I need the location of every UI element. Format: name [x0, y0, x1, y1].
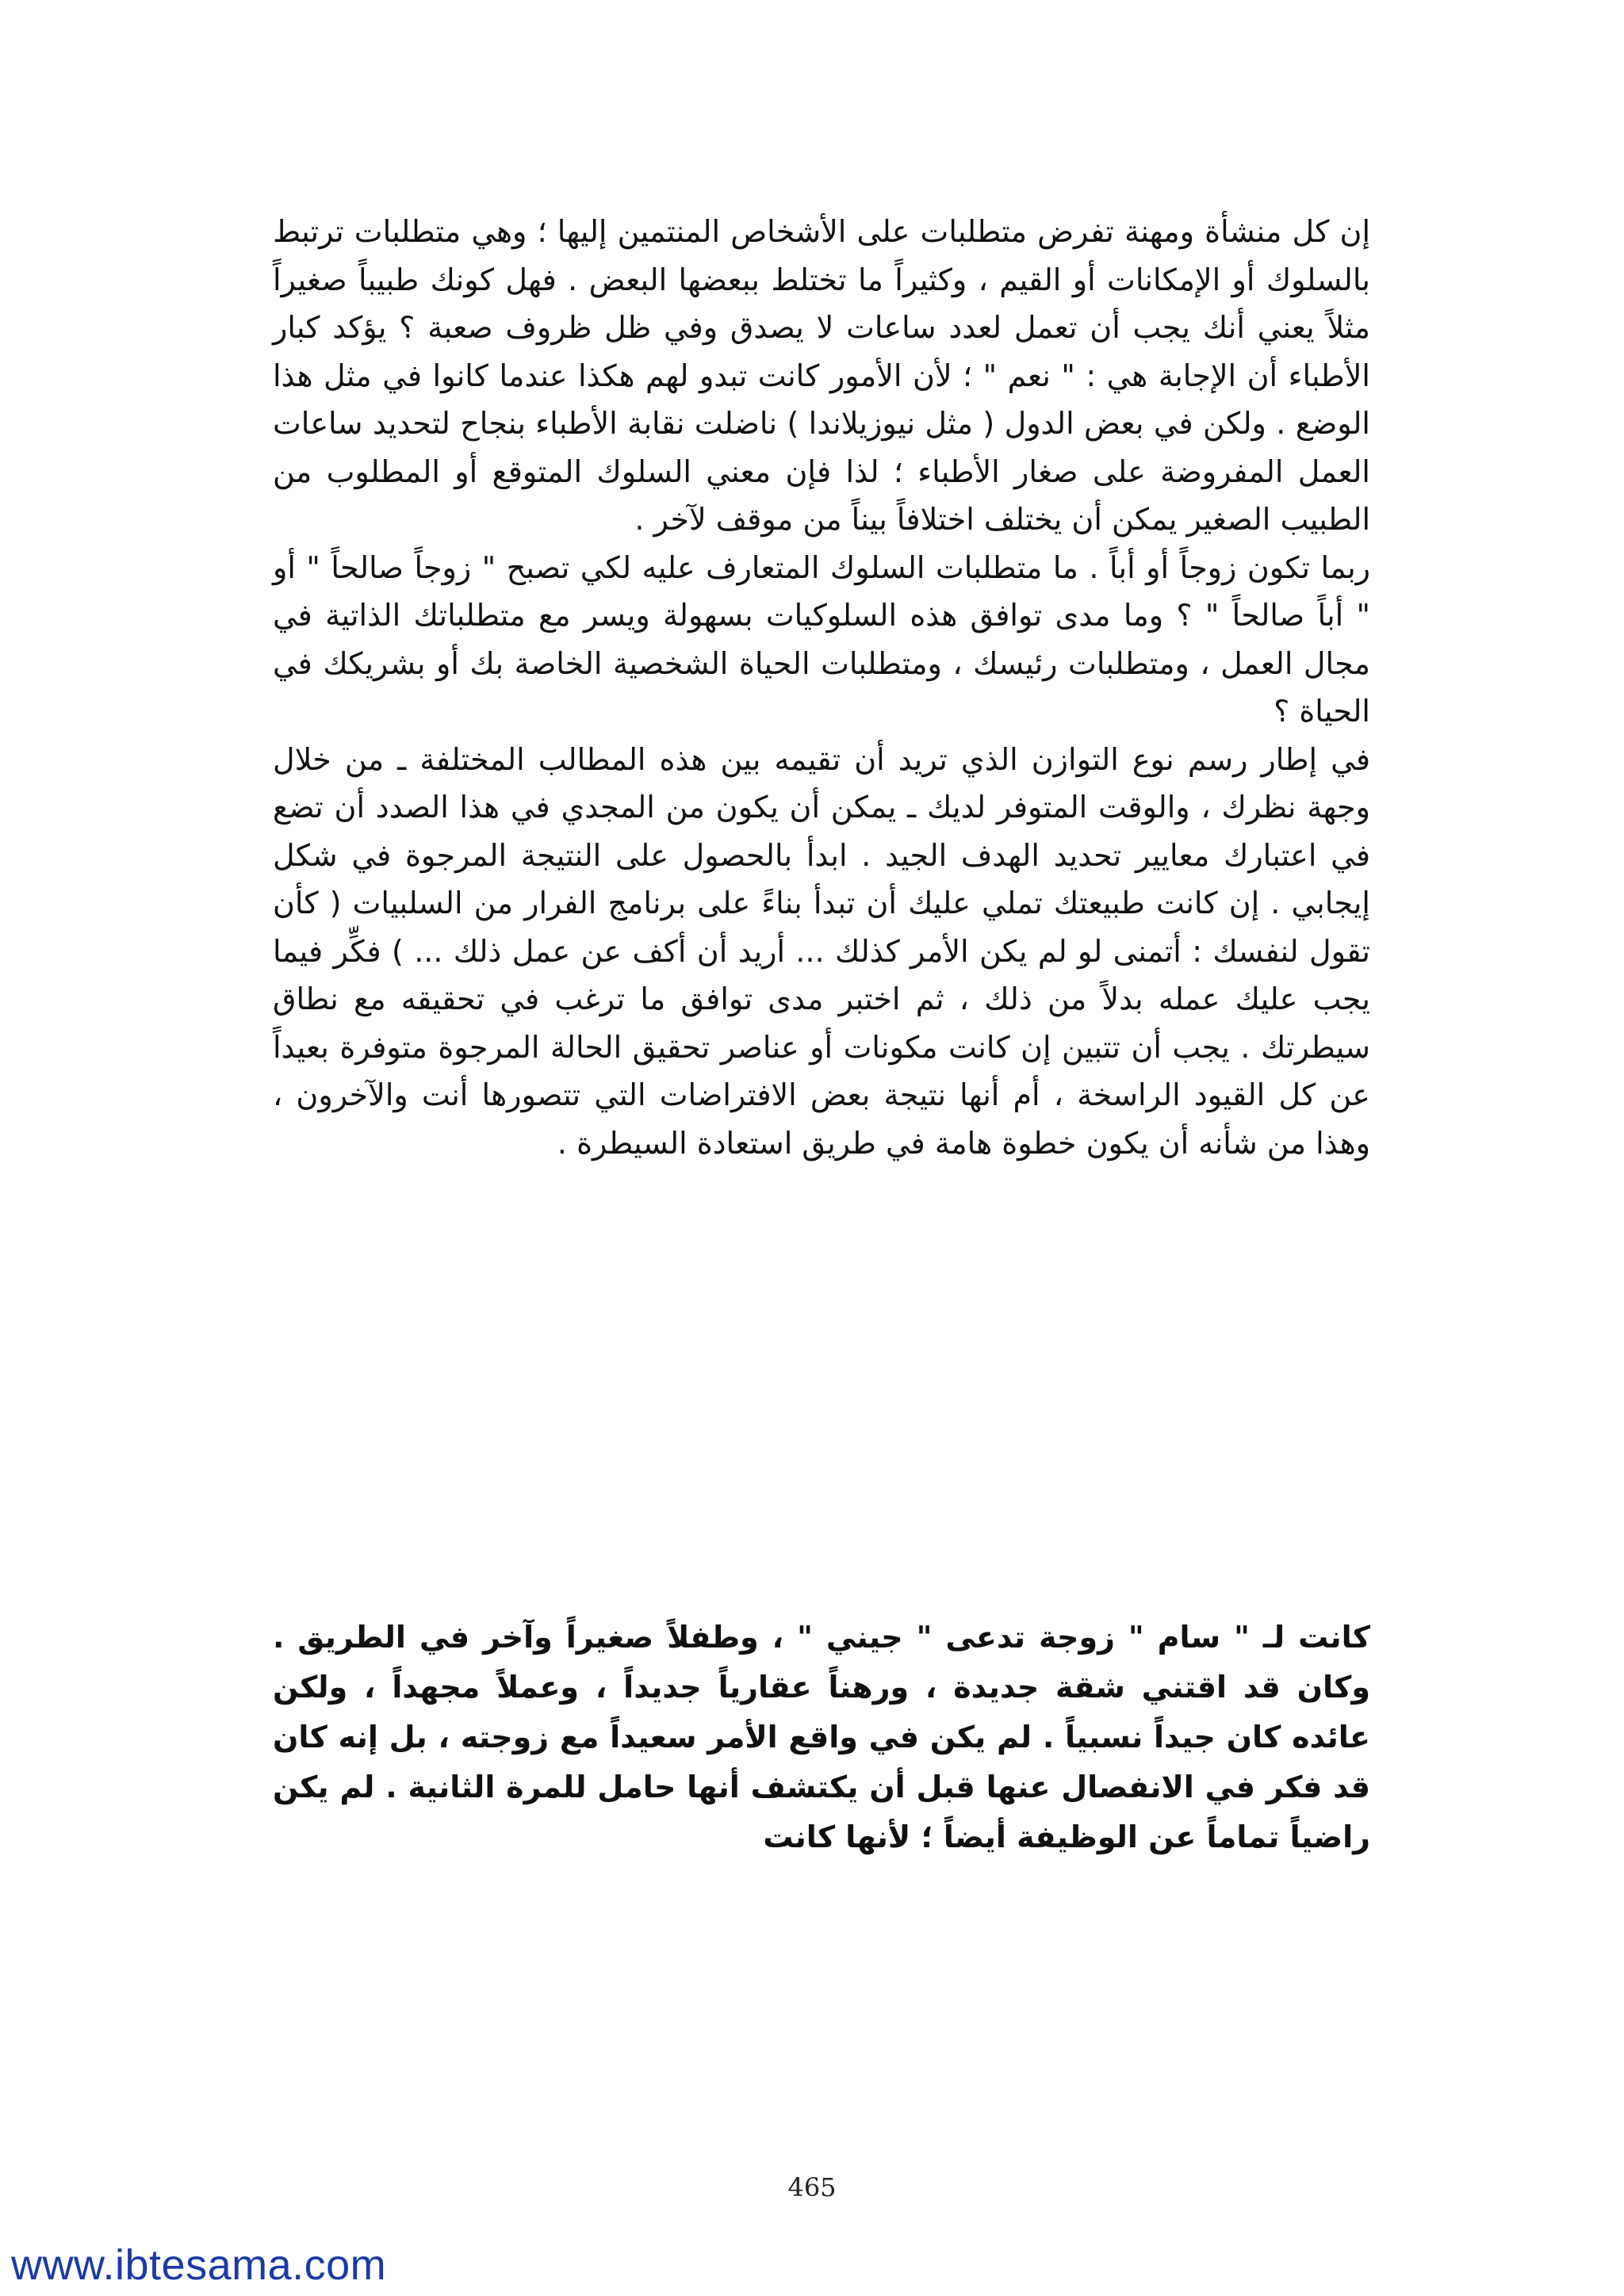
- case-study-excerpt: [273, 1613, 1370, 1862]
- page-number: 465: [787, 2172, 837, 2202]
- case-study-text: كانت لـ " سام " زوجة تدعى " جيني " ، وطفلاً صغيراً وآخر في الطريق . وكان قد اقتني شقة جديدة ، ورهناً عقارياً جديداً ، وعملاً مجهداً ، ولكن عائده كان جيداً نسبياً . لم يكن في واقع الأمر سعيداً مع زوجته ، بل إنه كان قد فكر في الانفصال عنها قبل أن يكتشف أنها حامل للمرة الثانية . لم يكن راضياً تماماً عن الوظيفة أيضاً ؛ لأنها كانت: [273, 1620, 1370, 1854]
- paragraph-2: ربما تكون زوجاً أو أباً . ما متطلبات السلوك المتعارف عليه لكي تصبح " زوجاً صالحاً " أو " أباً صالحاً " ؟ وما مدى توافق هذه السلوكيات بسهولة ويسر مع متطلباتك الذاتية في مجال العمل ، ومتطلبات رئيسك ، ومتطلبات الحياة الشخصية الخاصة بك أو بشريكك في الحياة ؟: [273, 549, 1370, 729]
- paragraph-1: إن كل منشأة ومهنة تفرض متطلبات على الأشخاص المنتمين إليها ؛ وهي متطلبات ترتبط بالسلوك أو الإمكانات أو القيم ، وكثيراً ما تختلط ببعضها البعض . فهل كونك طبيباً صغيراً مثلاً يعني أنك يجب أن تعمل لعدد ساعات لا يصدق وفي ظل ظروف صعبة ؟ يؤكد كبار الأطباء أن الإجابة هي : " نعم " ؛ لأن الأمور كانت تبدو لهم هكذا عندما كانوا في مثل هذا الوضع . ولكن في بعض الدول ( مثل نيوزيلاندا ) ناضلت نقابة الأطباء بنجاح لتحديد ساعات العمل المفروضة على صغار الأطباء ؛ لذا فإن معني السلوك المتوقع أو المطلوب من الطبيب الصغير يمكن أن يختلف اختلافاً بيناً من موقف لآخر .: [273, 214, 1370, 537]
- body-text: [273, 208, 1370, 1167]
- watermark-url[interactable]: www.ibtesama.com: [11, 2241, 387, 2289]
- paragraph-3: في إطار رسم نوع التوازن الذي تريد أن تقيمه بين هذه المطالب المختلفة ـ من خلال وجهة نظرك ، والوقت المتوفر لديك ـ يمكن أن يكون من المجدي في هذا الصدد أن تضع في اعتبارك معايير تحديد الهدف الجيد . ابدأ بالحصول على النتيجة المرجوة في شكل إيجابي . إن كانت طبيعتك تملي عليك أن تبدأ بناءً على برنامج الفرار من السلبيات ( كأن تقول لنفسك : أتمنى لو لم يكن الأمر كذلك ... أريد أن أكف عن عمل ذلك ... ) فكِّر فيما يجب عليك عمله بدلاً من ذلك ، ثم اختبر مدى توافق ما ترغب في تحقيقه مع نطاق سيطرتك . يجب أن تتبين إن كانت مكونات أو عناصر تحقيق الحالة المرجوة متوفرة بعيداً عن كل القيود الراسخة ، أم أنها نتيجة بعض الافتراضات التي تتصورها أنت والآخرون ، وهذا من شأنه أن يكون خطوة هامة في طريق استعادة السيطرة .: [273, 741, 1370, 1161]
